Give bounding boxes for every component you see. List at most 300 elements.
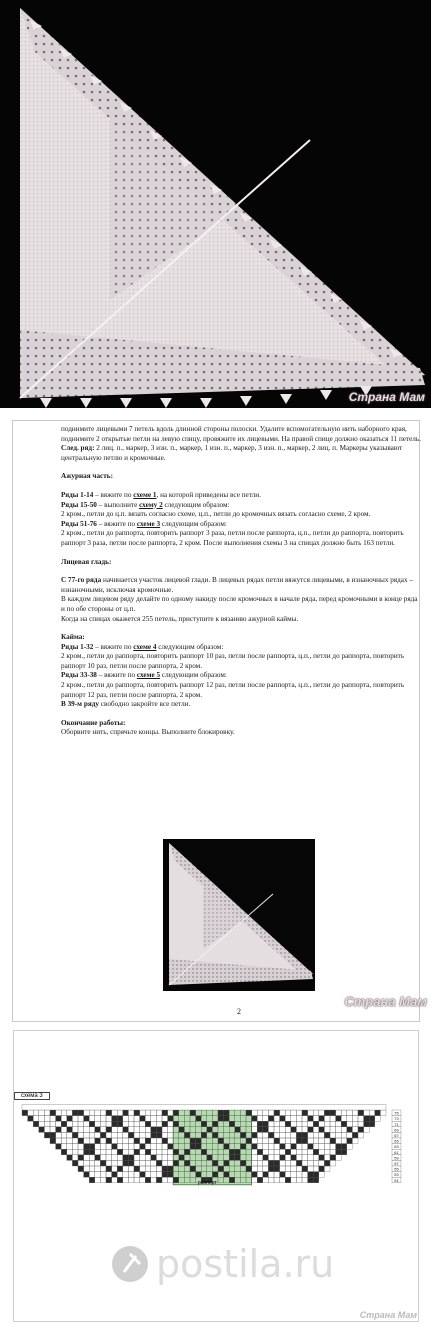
doc-text-run: Оборвите нить, спрячьте концы. Выполните блокировку. [61,728,235,737]
chart-cell [341,1138,347,1144]
chart-cell [84,1121,90,1127]
chart-cell [291,1110,297,1116]
chart-cell [280,1166,286,1172]
chart-cell [128,1177,134,1183]
chart-cell [280,1172,286,1178]
chart-cell [84,1160,90,1166]
chart-cell [336,1144,342,1150]
chart-cell [224,1116,230,1122]
scheme-link[interactable]: схеме 1 [133,490,157,499]
chart-cell [145,1116,151,1122]
chart-cell [274,1121,280,1127]
chart-cell [257,1149,263,1155]
chart-cell [308,1116,314,1122]
chart-cell [72,1160,78,1166]
chart-cell [190,1110,196,1116]
chart-cell [207,1155,213,1161]
shawl-illustration [0,0,431,408]
chart-cell [263,1127,269,1133]
chart-cell [313,1149,319,1155]
chart-cell [128,1166,134,1172]
chart-cell [235,1127,241,1133]
chart-cell [56,1144,62,1150]
chart-cell [336,1138,342,1144]
paragraph-gap [61,482,423,491]
doc-text-run: – вяжите по [93,490,134,499]
chart-cell [78,1110,84,1116]
chart-cell [168,1127,174,1133]
chart-cell [151,1144,157,1150]
chart-cell [308,1121,314,1127]
chart-cell [151,1172,157,1178]
chart-cell [268,1166,274,1172]
chart-cell [112,1160,118,1166]
doc-text-run: следующим образом: [156,642,224,651]
chart-cell [128,1160,134,1166]
chart-cell [134,1172,140,1178]
chart-cell [319,1116,325,1122]
chart-cell [72,1155,78,1161]
chart-cell [162,1127,168,1133]
chart-cell [128,1110,134,1116]
doc-text-run: Ряды 33-38 [61,671,97,680]
postila-logo [110,1242,334,1286]
scheme-link[interactable]: схеме 3 [136,519,161,528]
doc-paragraph [61,425,423,444]
chart-cell [257,1144,263,1150]
chart-cell [252,1155,258,1161]
chart-cell [117,1110,123,1116]
chart-cell [330,1110,336,1116]
chart-cell [151,1149,157,1155]
chart-cell [257,1121,263,1127]
chart-cell [106,1144,112,1150]
row-number: 51 [394,1177,399,1183]
chart-cell [151,1138,157,1144]
chart-cell [263,1160,269,1166]
chart-cell [274,1116,280,1122]
chart-cell [252,1177,258,1183]
chart-cell [324,1166,330,1172]
chart-cell [212,1160,218,1166]
chart-cell [140,1116,146,1122]
chart-cell [324,1160,330,1166]
chart-cell [319,1144,325,1150]
chart-cell [89,1132,95,1138]
chart-cell [168,1177,174,1183]
chart-cell [257,1132,263,1138]
chart-cell [61,1121,67,1127]
chart-cell [296,1160,302,1166]
doc-paragraph [61,728,423,738]
chart-cell [302,1116,308,1122]
chart-cell [218,1116,224,1122]
chart-cell [296,1166,302,1172]
chart-cell [375,1110,381,1116]
chart-cell [302,1149,308,1155]
chart-cell [285,1144,291,1150]
chart-cell [375,1116,381,1122]
chart-cell [84,1149,90,1155]
chart-cell [268,1177,274,1183]
chart-cell [145,1172,151,1178]
chart-cell [229,1177,235,1183]
doc-text-run: Ряды 1-14 [61,490,94,499]
chart-cell [33,1116,39,1122]
page-number: 2 [237,1007,241,1016]
chart-cell [145,1127,151,1133]
chart-cell [257,1110,263,1116]
doc-text-run: 2 лиц. п., маркер, 3 изн. п., маркер, 1 изн. п., маркер, 3 изн. п., маркер, 2 лиц. п. Маркеры указывают центральную петлю и кромочные. [61,444,403,462]
chart-cell [196,1116,202,1122]
chart-cell [302,1155,308,1161]
chart-cell [240,1160,246,1166]
chart-cell [224,1160,230,1166]
chart-cell [285,1166,291,1172]
chart-cell [341,1116,347,1122]
chart-cell [123,1116,129,1122]
chart-cell [50,1127,56,1133]
chart-cell [201,1121,207,1127]
chart-cell [140,1172,146,1178]
chart-cell [145,1177,151,1183]
chart-cell [28,1116,34,1122]
row-number: 61 [394,1149,399,1155]
chart-cell [151,1160,157,1166]
chart-cell [212,1121,218,1127]
chart-cell [151,1116,157,1122]
chart-cell [358,1121,364,1127]
chart-cell [106,1155,112,1161]
chart-cell [252,1121,258,1127]
chart-cell [218,1138,224,1144]
chart-cell [313,1144,319,1150]
doc-text-run: В каждом лицевом ряду делайте по одному накиду после кромочных в начале ряда, перед кромочными в конце ряда и по обе стороны от ц.п. [61,595,418,613]
chart-cell [151,1121,157,1127]
chart-cell [67,1132,73,1138]
chart-cell [257,1166,263,1172]
chart-cell [84,1155,90,1161]
chart-cell [324,1132,330,1138]
chart-cell [302,1132,308,1138]
chart-cell [347,1121,353,1127]
chart-cell [268,1144,274,1150]
chart-cell [112,1116,118,1122]
chart-cell [319,1121,325,1127]
chart-cell [100,1172,106,1178]
chart-cell [313,1121,319,1127]
chart-cell [84,1144,90,1150]
chart-cell [72,1121,78,1127]
chart-cell [123,1155,129,1161]
chart-cell [117,1149,123,1155]
chart-cell [123,1166,129,1172]
chart-cell [106,1116,112,1122]
chart-cell [123,1110,129,1116]
chart-cell [156,1138,162,1144]
chart-cell [112,1172,118,1178]
chart-cell [78,1127,84,1133]
chart-cell [257,1116,263,1122]
knitting-chart-grid [0,1030,431,1190]
chart-cell [291,1177,297,1183]
chart-cell [72,1116,78,1122]
chart-cell [140,1127,146,1133]
chart-cell [190,1166,196,1172]
chart-cell [145,1121,151,1127]
chart-cell [140,1132,146,1138]
chart-cell [268,1149,274,1155]
chart-cell [324,1116,330,1122]
chart-cell [123,1138,129,1144]
chart-cell [352,1121,358,1127]
chart-cell [347,1127,353,1133]
doc-paragraph [61,444,423,463]
doc-text-run: Когда на спицах окажется 255 петель, приступите к вязанию ажурной каймы. [61,614,299,623]
chart-cell [145,1155,151,1161]
chart-cell [229,1155,235,1161]
chart-cell [84,1166,90,1172]
chart-cell [134,1155,140,1161]
chart-cell [330,1155,336,1161]
chart-cell [274,1144,280,1150]
chart-cell [67,1116,73,1122]
chart-header-row [22,1104,386,1110]
chart-cell [67,1155,73,1161]
chart-cell [285,1138,291,1144]
chart-cell [184,1149,190,1155]
chart-cell [168,1116,174,1122]
chart-cell [173,1177,179,1183]
chart-cell [112,1121,118,1127]
scheme-link[interactable]: схеме 5 [136,671,161,680]
chart-cell [252,1127,258,1133]
chart-cell [179,1155,185,1161]
chart-cell [112,1155,118,1161]
doc-text-run: Ряды 15-50 [61,500,97,509]
chart-cell [151,1110,157,1116]
chart-cell [257,1127,263,1133]
chart-cell [168,1149,174,1155]
chart-cell [280,1177,286,1183]
chart-cell [302,1177,308,1183]
chart-cell [308,1166,314,1172]
chart-cell [39,1116,45,1122]
chart-cell [140,1149,146,1155]
chart-cell [319,1138,325,1144]
chart-cell [252,1132,258,1138]
chart-cell [341,1149,347,1155]
chart-cell [145,1132,151,1138]
chart-cell [56,1138,62,1144]
chart-cell [112,1132,118,1138]
chart-cell [173,1121,179,1127]
chart-cell [352,1132,358,1138]
doc-paragraph [61,671,423,681]
chart-cell [156,1144,162,1150]
chart-cell [190,1138,196,1144]
chart-cell [207,1127,213,1133]
chart-cell [302,1110,308,1116]
doc-paragraph [61,595,423,614]
chart-cell [263,1116,269,1122]
row-number: 63 [394,1144,399,1150]
chart-cell [56,1121,62,1127]
chart-cell [106,1166,112,1172]
chart-cell [168,1132,174,1138]
chart-cell [212,1132,218,1138]
chart-cell [112,1177,118,1183]
doc-text-run: , на которой приведены все петли. [156,490,261,499]
chart-cell [89,1138,95,1144]
doc-paragraph [61,643,423,653]
chart-cell [252,1172,258,1178]
chart-cell [100,1160,106,1166]
chart-cell [78,1138,84,1144]
chart-cell [319,1149,325,1155]
chart-cell [274,1127,280,1133]
chart-cell [330,1144,336,1150]
chart-cell [263,1166,269,1172]
chart-cell [168,1110,174,1116]
shawl-photo [0,0,431,408]
doc-text-run: – вяжите по [93,642,134,651]
chart-cell [296,1127,302,1133]
chart-cell [112,1127,118,1133]
chart-cell [44,1132,50,1138]
row-number: 55 [394,1166,399,1172]
chart-cell [56,1127,62,1133]
chart-cell [145,1149,151,1155]
chart-cell [190,1144,196,1150]
chart-cell [324,1144,330,1150]
chart-cell [341,1121,347,1127]
chart-cell [224,1144,230,1150]
chart-cell [330,1132,336,1138]
chart-cell [240,1144,246,1150]
chart-cell [296,1138,302,1144]
chart-cell [313,1155,319,1161]
chart-cell [257,1172,263,1178]
chart-cell [134,1127,140,1133]
chart-cell [285,1121,291,1127]
chart-cell [352,1138,358,1144]
chart-cell [296,1155,302,1161]
chart-cell [56,1110,62,1116]
chart-cell [95,1166,101,1172]
chart-cell [285,1155,291,1161]
paragraph-gap [61,710,423,719]
doc-paragraph [61,633,423,643]
chart-cell [134,1166,140,1172]
chart-cell [369,1121,375,1127]
chart-cell [78,1132,84,1138]
chart-cell [364,1127,370,1133]
chart-cell [308,1138,314,1144]
doc-text-run: – выполните [96,500,140,509]
chart-cell [285,1127,291,1133]
chart-cell [252,1149,258,1155]
chart-cell [140,1155,146,1161]
chart-cell [106,1132,112,1138]
chart-cell [324,1127,330,1133]
chart-cell [134,1144,140,1150]
chart-cell [50,1121,56,1127]
chart-cell [296,1116,302,1122]
chart-cell [162,1116,168,1122]
chart-cell [179,1127,185,1133]
doc-text-run: Ряды 51-76 [61,519,97,528]
chart-cell [380,1110,386,1116]
doc-text-run: С 77-го ряда [61,576,102,585]
chart-cell [263,1132,269,1138]
chart-cell [296,1177,302,1183]
chart-cell [347,1116,353,1122]
chart-cell [168,1166,174,1172]
doc-text-run: Лицевая гладь: [61,557,112,566]
chart-cell [128,1144,134,1150]
chart-cell [162,1155,168,1161]
chart-cell [162,1177,168,1183]
chart-cell [151,1132,157,1138]
chart-cell [50,1132,56,1138]
separator [0,408,431,418]
row-number: 65 [394,1138,399,1144]
chart-cell [95,1172,101,1178]
chart-cell [134,1116,140,1122]
chart-cell [246,1138,252,1144]
chart-cell [156,1110,162,1116]
chart-cell [291,1166,297,1172]
chart-cell [308,1160,314,1166]
chart-cell [257,1138,263,1144]
chart-cell [100,1144,106,1150]
chart-cell [100,1127,106,1133]
chart-cell [162,1172,168,1178]
paragraph-gap [61,567,423,576]
chart-cell [140,1166,146,1172]
chart-cell [84,1172,90,1178]
chart-cell [263,1155,269,1161]
doc-paragraph [61,615,423,625]
chart-cell [313,1177,319,1183]
chart-cell [78,1149,84,1155]
chart-cell [319,1172,325,1178]
chart-cell [50,1116,56,1122]
document-page [12,420,420,1022]
chart-cell [50,1110,56,1116]
scheme-link[interactable]: схеме 4 [133,642,157,651]
chart-cell [369,1110,375,1116]
doc-paragraph [61,520,423,530]
chart-cell [156,1127,162,1133]
chart-cell [336,1155,342,1161]
chart-cell [313,1110,319,1116]
chart-cell [78,1116,84,1122]
chart-cell [252,1116,258,1122]
chart-cell [106,1121,112,1127]
chart-cell [224,1172,230,1178]
chart-cell [263,1110,269,1116]
row-number: 75 [394,1110,399,1116]
watermark: Страна Мам [348,390,425,404]
doc-paragraph [61,501,423,511]
chart-cell [84,1132,90,1138]
document-text [61,425,423,738]
chart-cell [39,1110,45,1116]
scheme-link[interactable]: схему 2 [139,500,163,509]
chart-cell [89,1166,95,1172]
